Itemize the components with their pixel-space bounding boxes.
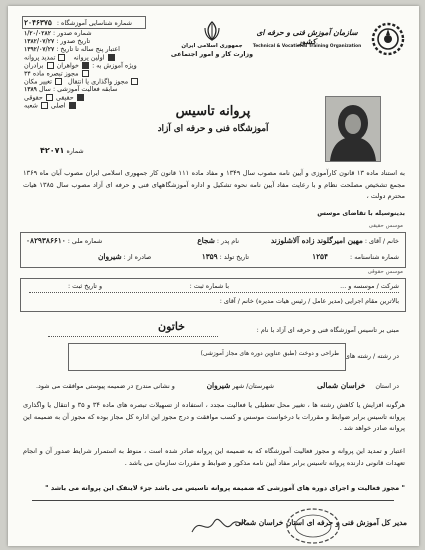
national-id-label: شماره ملی : <box>67 237 103 245</box>
permit-34-checkbox <box>82 70 89 77</box>
founded-label: سابقه فعالیت آموزشی : <box>52 85 118 93</box>
issue-number-value: ۱/۲۰/۰۲۸۲ <box>24 30 51 37</box>
conditions-paragraph-1: هرگونه افزایش یا کاهش رشته ها ، تغییر محل تعطیلی یا فعالیت مجدد ، استفاده از تسهیلات تبصره های ماده ۳۴ و ۳۵ و انتقال یا واگذاری پروانه تاسیس برابر ضوابط و مقررات با درخواست موسس و کسب موافقت و درج مجوز این اداره کل مجاز بوده که مجوز آن به ضمیمه این پروانه صادر خواهد شد . <box>23 401 405 433</box>
org-name-fa: سازمان آموزش فنی و حرفه ای کشور <box>256 28 358 46</box>
expiry-label: اعتبار پنج ساله تا تاریخ : <box>56 45 120 53</box>
attachment-note: " مجوز فعالیت و اجرای دوره های آموزشی که ضمیمه پروانه تاسیس می باشد جزء لاینفک این پروانه می باشد " <box>45 484 405 492</box>
request-line: بدینوسیله با تقاضای موسس <box>317 210 405 217</box>
official-stamp <box>284 506 342 546</box>
legal-person-label: حقوقی <box>24 93 43 102</box>
signature-title: مدیر کل آموزش فنی و حرفه ای استان خراسان شمالی <box>235 518 407 527</box>
female-checkbox <box>82 62 89 69</box>
expiry-value: ۱۳۹۲/۰۷/۲۷ <box>24 46 55 53</box>
registration-number-label: با شماره ثبت : <box>189 282 229 290</box>
page-subtitle: آموزشگاه فنی و حرفه ای آزاد <box>157 124 269 134</box>
signature-divider <box>32 500 394 501</box>
first-issue-label: اولین پروانه <box>73 53 105 62</box>
organization-logo <box>371 22 405 56</box>
renewal-checkbox <box>58 54 65 61</box>
org-name-en: Technical & Vocational Training Organization <box>252 44 362 49</box>
legal-person-checkbox <box>46 94 53 101</box>
founded-value: ۱۳۸۹ <box>24 86 37 93</box>
registration-date-label: و تاریخ ثبت : <box>68 282 103 290</box>
field-value: طراحی و دوخت (طبق عناوین دوره های مجاز آموزشی) <box>200 350 339 357</box>
legal-founder-section-label: موسس حقوقی <box>367 269 403 275</box>
founder-photo <box>325 96 381 162</box>
identifier-value: ۲۰۴۶۳۷۵ <box>24 18 52 27</box>
institute-name-label: مبنی بر تاسیس آموزشگاه فنی و حرفه ای آزاد با نام : <box>256 326 399 334</box>
name-label: خانم / آقای : <box>364 237 399 245</box>
ministry-name: وزارت کار و امور اجتماعی <box>170 51 254 58</box>
serial-value: ۴۲۰۷۱ <box>40 146 65 155</box>
birth-date-label: تاریخ تولد : <box>219 253 249 261</box>
real-person-label: حقیقی <box>55 93 74 102</box>
renewal-label: تمدید پروانه <box>24 53 56 62</box>
transfer-label: مجوز واگذاری یا انتقال <box>67 77 129 86</box>
name-value: مهین امیرگلوند زاده آلاشلوزند <box>270 236 363 245</box>
training-type-label: ویژه آموزش به : <box>92 61 137 70</box>
first-issue-checkbox <box>108 54 115 61</box>
birth-date-value: ۱۳۵۹ <box>201 252 218 261</box>
father-label: نام پدر : <box>216 237 239 245</box>
relocation-label: تغییر مکان <box>24 77 52 86</box>
branch-checkbox <box>41 102 48 109</box>
issue-number-label: شماره صدور : <box>53 29 92 37</box>
field-label: در رشته / رشته های <box>344 352 399 360</box>
city-label: شهرستان/ شهر <box>232 382 274 390</box>
license-document <box>8 6 419 546</box>
conditions-paragraph-2: اعتبار و تمدید این پروانه و مجوز فعالیت آموزشگاه که به ضمیمه این پروانه صادر شده است ، منوط به استمرار شرایط صدور آن و انجام تعهدات قانونی دارنده پروانه تاسیس برابر مفاد آیین نامه مذکور و ضوابط و مقررات سازمان می باشد . <box>23 447 405 467</box>
transfer-checkbox <box>131 78 138 85</box>
city-value: شیروان <box>206 381 231 390</box>
issued-from-label: صادره از : <box>123 253 152 261</box>
iran-emblem <box>201 20 223 42</box>
original-checkbox <box>69 102 76 109</box>
emblem-caption: جمهوری اسلامی ایران <box>181 43 243 49</box>
original-label: اصلی <box>50 101 66 110</box>
relocation-checkbox <box>55 78 62 85</box>
institute-name-dotted-line <box>48 336 218 337</box>
father-value: شجاع <box>197 236 215 245</box>
serial-label: شماره <box>66 148 84 155</box>
birth-cert-label: شماره شناسنامه : <box>350 253 399 261</box>
real-person-checkbox <box>77 94 84 101</box>
stamp-icon <box>284 506 342 546</box>
issue-date-value: ۱۳۸۲/۰۷/۲۷ <box>24 38 55 45</box>
identifier-label: شماره شناسایی آموزشگاه : <box>56 19 132 27</box>
female-label: خواهران <box>56 61 79 70</box>
institute-name-value: خاتون <box>158 320 185 333</box>
signature-icon <box>188 510 248 540</box>
permit-34-label: مجوز تبصره ماده ۳۴ <box>24 69 79 78</box>
national-id-value: ۰۸۲۹۳۸۶۶۱۰ <box>26 236 66 245</box>
company-label: شرکت / موسسه و ... <box>340 282 399 290</box>
male-checkbox <box>47 62 54 69</box>
location-suffix: و نشانی مندرج در ضمیمه پیوستی موافقت می شود. <box>36 382 175 390</box>
gear-emblem-icon <box>371 22 405 56</box>
province-value: خراسان شمالی <box>317 381 366 390</box>
year-label: سال <box>38 85 51 93</box>
branch-label: شعبه <box>24 101 38 110</box>
real-founder-section-label: موسس حقیقی <box>368 223 403 229</box>
person-silhouette-icon <box>326 97 380 161</box>
province-label: در استان <box>375 382 399 390</box>
intro-paragraph: به استناد ماده ۱۳ قانون کارآموزی و آیین نامه مصوب سال ۱۳۴۹ و مفاد ماده ۱۱۱ قانون کار جمهوری اسلامی ایران مصوب آبان ماه ۱۳۶۹ مجمع تشخیص مصلحت نظام و با رعایت مفاد آیین نامه نحوه تشکیل و اداره آموزشگاههای فنی و حرفه ای آزاد مصوب سال ۱۳۸۵ هیات محترم دولت ، <box>23 169 405 201</box>
signature-scribble <box>188 510 248 540</box>
issued-from-value: شیروان <box>98 252 122 261</box>
male-label: برادران <box>24 61 44 70</box>
issue-date-label: تاریخ صدور : <box>56 37 91 45</box>
birth-cert-value: ۱۲۵۴ <box>312 252 328 261</box>
company-dotted-line <box>29 292 399 293</box>
page-title: پروانه تاسیس <box>175 104 251 119</box>
manager-label: بالاترین مقام اجرایی (مدیر عامل / رئیس هیات مدیره) خانم / آقای : <box>219 297 399 305</box>
national-emblem-icon <box>201 20 223 42</box>
